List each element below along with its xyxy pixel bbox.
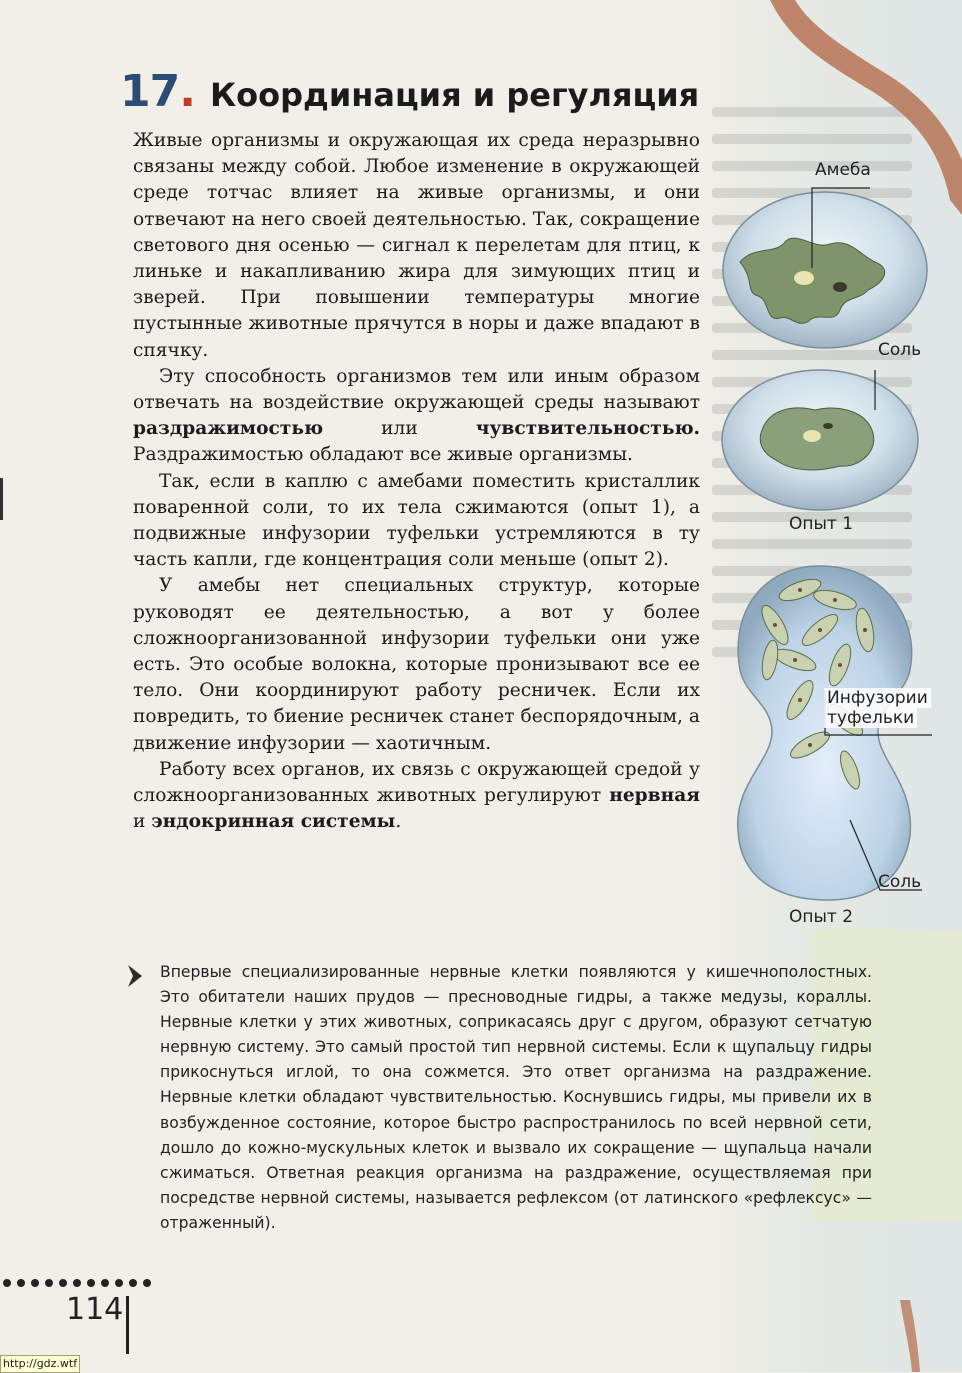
label-ameba: Амеба bbox=[815, 160, 871, 180]
chapter-number-dot: . bbox=[179, 66, 196, 117]
page-number: 114 bbox=[66, 1292, 124, 1327]
term-nervous: нервная bbox=[609, 785, 700, 807]
aside-note: Впервые специализированные нервные клетки появляются у кишечнополостных. Это обитатели наших прудов — пресноводные гидры, а также медузы, кораллы. Нервные клетки у этих животных, соприкасаясь друг с другом, образуют сетчатую нервную систему. Это самый простой тип нервной системы. Если к щупальцу гидры прикоснуться иглой, то она сожмется. Это ответ организма на раздражение. Нервные клетки обладают чувствительностью. Коснувшись гидры, мы привели их в возбужденное состояние, которое быстро распространилось по всей нервной сети, дошло до кожно-мускульных клеток и вызвало их сокращение — щупальца начали сжиматься. Ответная реакция организма на раздражение, осуществляемая при посредстве нервной системы, называется рефлексом (от латинского «рефлексус» — отраженный). bbox=[160, 963, 872, 1232]
dotted-separator bbox=[2, 1276, 152, 1290]
caption-experiment-2: Опыт 2 bbox=[789, 907, 854, 927]
paragraph-4: У амебы нет специальных структур, которые руководят ее деятельностью, а вот у более сложноорганизованной инфузории туфельки они уже есть. Это особые волокна, которые пронизывают все ее тело. Они координируют работу ресничек. Если их повредить, то биение ресничек станет беспорядочным, а движение инфузории — хаотичным. bbox=[133, 575, 700, 754]
term-irritability: раздражимостью bbox=[133, 418, 324, 440]
term-endocrine-systems: эндокринная системы bbox=[151, 811, 396, 833]
chapter-name: Координация и регуляция bbox=[209, 76, 700, 114]
paragraph-1: Живые организмы и окружающая их среда неразрывно связаны между собой. Любое изменение в окружающей среде тотчас влияет на живые организмы, и они отвечают на него своей деятельностью. Так, сокращение светового дня осенью — сигнал к перелетам для птиц, к линьке и накапливанию жира для зимующих птиц и зверей. При повышении температуры многие пустынные животные прячутся в норы и даже впадают в спячку. bbox=[133, 130, 700, 361]
page-number-bar bbox=[126, 1296, 129, 1354]
tentacle-decoration bbox=[770, 0, 962, 215]
term-sensitivity: чувствительностью. bbox=[475, 418, 700, 440]
caption-experiment-1: Опыт 1 bbox=[789, 514, 854, 534]
label-salt-1: Соль bbox=[878, 340, 922, 360]
label-salt-2: Соль bbox=[878, 872, 922, 892]
paragraph-5: Работу всех органов, их связь с окружающей средой у сложноорганизованных животных регулируют нервная и эндокринная системы. bbox=[133, 758, 700, 833]
main-text bbox=[133, 128, 700, 835]
chapter-number: 17 bbox=[120, 66, 180, 117]
label-infusoria-line-1: Инфузории bbox=[824, 688, 931, 708]
chapter-title bbox=[120, 66, 720, 118]
margin-mark bbox=[0, 478, 3, 520]
watermark-link[interactable]: http://gdz.wtf bbox=[0, 1355, 80, 1373]
label-infusoria-line-2: туфельки bbox=[824, 708, 917, 728]
paragraph-2: Эту способность организмов тем или иным образом отвечать на воздействие окружающей среды называют раздражимостью или чувствительностью. Раздражимостью обладают все живые организмы. bbox=[133, 365, 700, 466]
paragraph-3: Так, если в каплю с амебами поместить кристаллик поваренной соли, то их тела сжимаются (опыт 1), а подвижные инфузории туфельки устремляются в ту часть капли, где концентрация соли меньше (опыт 2). bbox=[133, 470, 700, 571]
chevron-right-icon bbox=[124, 963, 148, 989]
